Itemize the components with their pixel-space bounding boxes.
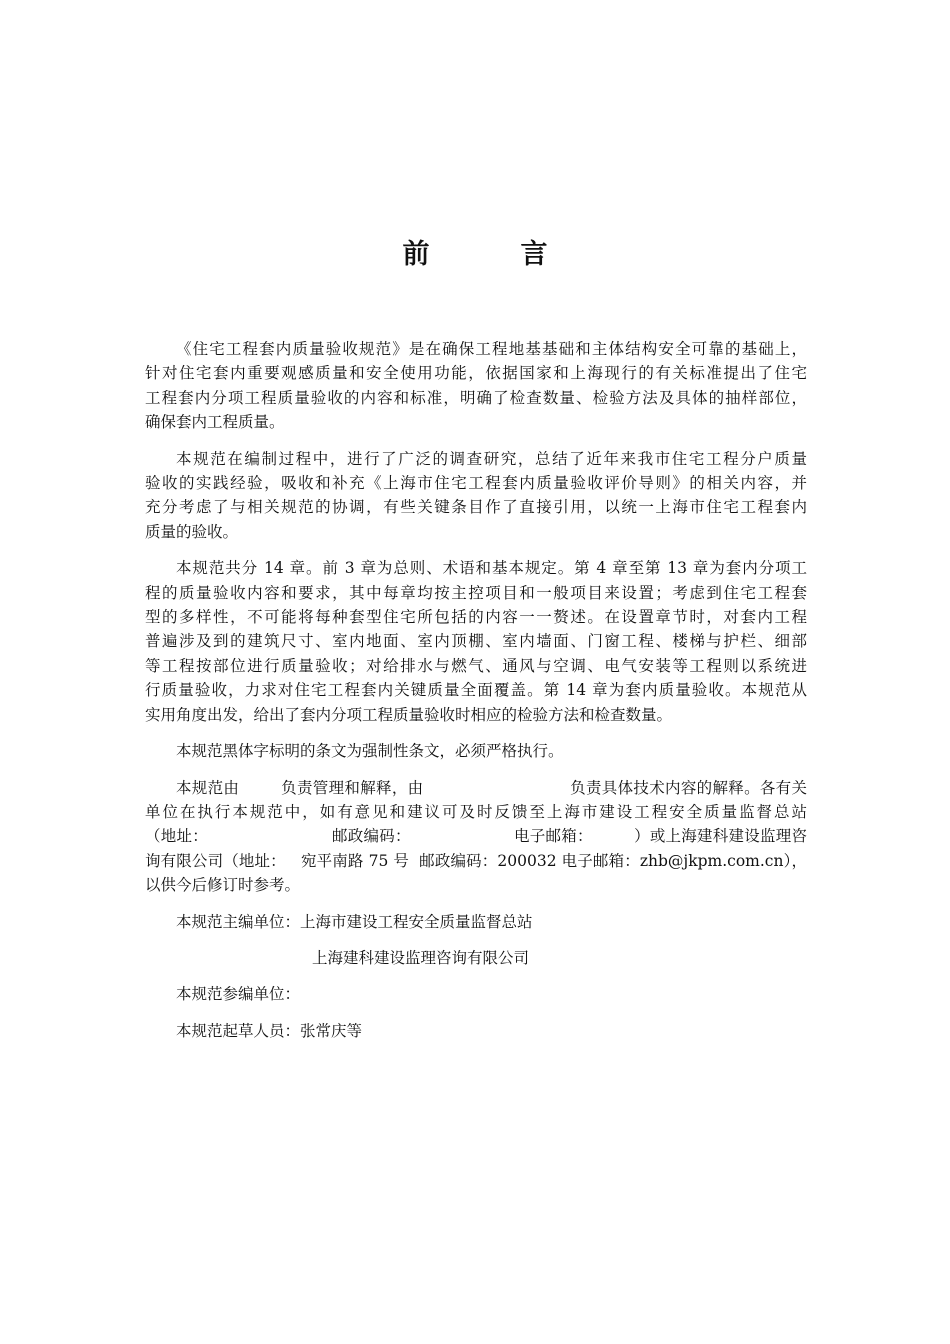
paragraph-purpose [145,337,807,435]
text-line: 《住宅工程套内质量验收规范》是在确保工程地基基础和主体结构安全可靠的基础上， [176,340,807,358]
text-line: 针对住宅套内重要观感质量和安全使用功能，依据国家和上海现行的有关标准提出了住宅 [145,364,807,383]
text-line: 验收的实践经验，吸收和补充《上海市住宅工程套内质量验收评价导则》的相关内容，并 [145,474,807,493]
text-line: 行质量验收，力求对住宅工程套内关键质量全面覆盖。第 14 章为套内质量验收。本规范从 [145,681,807,700]
text-line: 质量的验收。 [145,522,239,541]
text-line: 工程套内分项工程质量验收的内容和标准，明确了检查数量、检验方法及具体的抽样部位， [145,388,807,407]
text-line: 单位在执行本规范中，如有意见和建议可及时反馈至上海市建设工程安全质量监督总站 [145,802,807,821]
text-line: 询有限公司（地址： 宛平南路 75 号 邮政编码：200032 电子邮箱：zhb@jkpm.com.cn）， [145,851,807,870]
chief-editor-line: 本规范主编单位：上海市建设工程安全质量监督总站 [176,912,533,931]
text-line: 程的质量验收内容和要求，其中每章均按主控项目和一般项目来设置；考虑到住宅工程套 [145,583,807,602]
text-line: 本规范共分 14 章。前 3 章为总则、术语和基本规定。第 4 章至第 13 章为套内分项工 [176,559,807,578]
document-body [145,337,807,1055]
text-line: 实用角度出发，给出了套内分项工程质量验收时相应的检验方法和检查数量。 [145,705,673,724]
text-line: 以供今后修订时参考。 [145,876,301,895]
text-line: 充分考虑了与相关规范的协调，有些关键条目作了直接引用，以统一上海市住宅工程套内 [145,498,807,517]
text-line: 型的多样性，不可能将每种套型住宅所包括的内容一一赘述。在设置章节时，对套内工程 [145,608,807,627]
text-line: 等工程按部位进行质量验收；对给排水与燃气、通风与空调、电气安装等工程则以系统进 [145,656,807,675]
text-line: 本规范在编制过程中，进行了广泛的调查研究，总结了近年来我市住宅工程分户质量 [176,449,807,468]
paragraph-compilation [145,447,807,545]
paragraph-mandatory: 本规范黑体字标明的条文为强制性条文，必须严格执行。 [176,742,564,761]
paragraph-management [145,776,807,898]
text-line: 确保套内工程质量。 [145,413,285,432]
paragraph-structure [145,556,807,727]
chief-editor-line-2: 上海建科建设监理咨询有限公司 [312,948,530,967]
text-line: （地址： 邮政编码： 电子邮箱： ）或上海建科建设监理咨 [145,827,807,846]
co-editor-line: 本规范参编单位： [176,985,301,1004]
text-line: 普遍涉及到的建筑尺寸、室内地面、室内顶棚、室内墙面、门窗工程、楼梯与护栏、细部 [145,632,807,651]
drafters-line: 本规范起草人员：张常庆等 [176,1021,363,1040]
text-line: 本规范由 负责管理和解释，由 负责具体技术内容的解释。各有关 [176,778,807,797]
page-title: 前 言 [402,239,580,270]
